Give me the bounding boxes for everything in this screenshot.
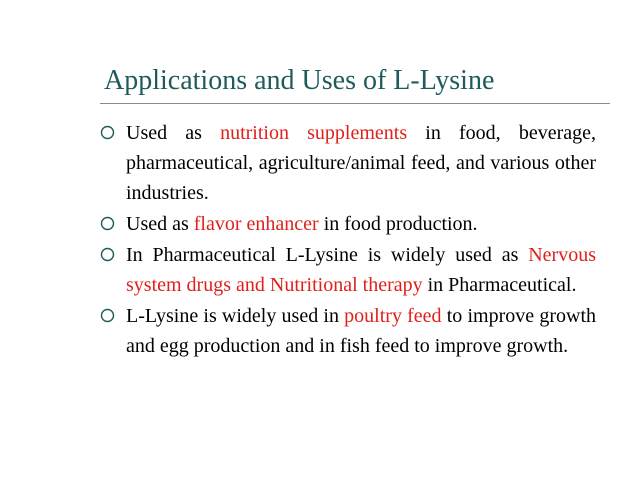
bullet-highlight: flavor enhancer [193, 213, 319, 235]
bullet-text: In Pharmaceutical L-Lysine is widely used as [126, 244, 529, 266]
bullet-text: Used as [126, 213, 194, 235]
bullet-highlight: nutrition supplements [220, 122, 408, 144]
bullet-item [100, 209, 596, 239]
bullet-item [100, 118, 596, 208]
bullet-text: in Pharmaceutical. [422, 274, 577, 296]
circle-outline-icon [100, 308, 115, 323]
bullet-list [100, 118, 596, 362]
bullet-item [100, 301, 596, 361]
bullet-highlight: Nervous system drugs and Nutritional therapy [126, 244, 596, 296]
circle-outline-icon [100, 247, 115, 262]
slide-title: Applications and Uses of L-Lysine [104, 65, 495, 96]
title-divider [100, 103, 610, 104]
circle-outline-icon [100, 216, 115, 231]
bullet-item [100, 240, 596, 300]
bullet-text: in food, beverage, pharmaceutical, agriculture/animal feed, and various other industries. [126, 122, 597, 204]
bullet-highlight: poultry feed [344, 305, 442, 327]
bullet-text: to improve growth and egg production and in fish feed to improve growth. [126, 305, 597, 357]
bullet-text: in food production. [318, 213, 478, 235]
circle-outline-icon [100, 125, 115, 140]
bullet-text: L-Lysine is widely used in [126, 305, 345, 327]
bullet-text: Used as [126, 122, 221, 144]
